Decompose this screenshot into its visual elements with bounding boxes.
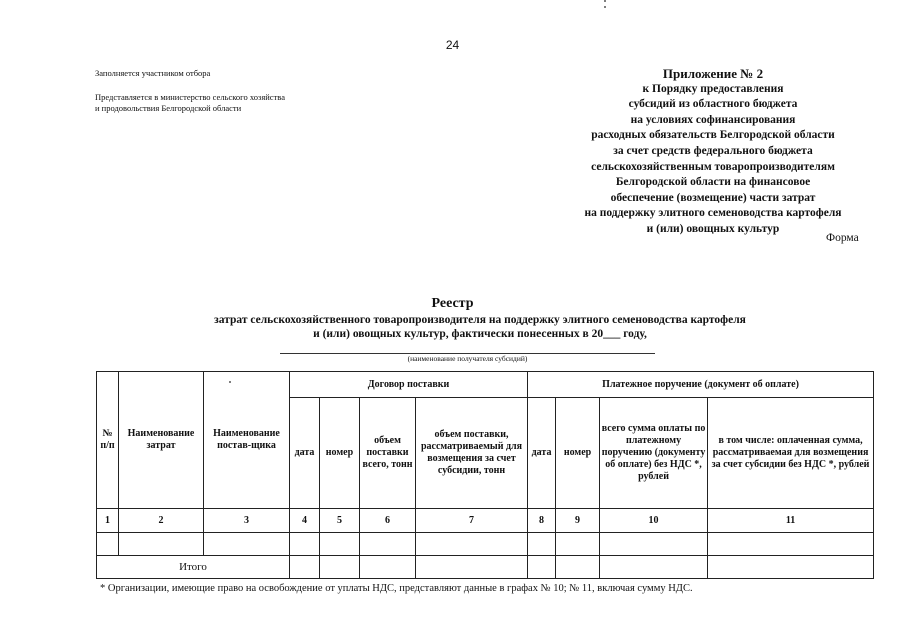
col-header-pay-total: всего сумма оплаты по платежному поручению (документу об оплате) без НДС *, рублей [600, 398, 708, 509]
appendix-line: расходных обязательств Белгородской области [591, 129, 835, 142]
column-number: 10 [600, 509, 708, 533]
total-cell[interactable] [416, 556, 528, 579]
appendix-line: обеспечение (возмещение) части затрат [610, 191, 816, 204]
column-number: 7 [416, 509, 528, 533]
appendix-header [548, 66, 878, 238]
column-number: 4 [290, 509, 320, 533]
column-number: 2 [119, 509, 204, 533]
table-cell[interactable] [556, 533, 600, 556]
total-row [97, 556, 874, 579]
register-table [96, 371, 874, 579]
group-header-contract: Договор поставки [290, 372, 528, 398]
vat-footnote: * Организации, имеющие право на освобождение от уплаты НДС, представляют данные в графах № 10; № 11, включая сумму НДС. [100, 583, 693, 594]
table-cell[interactable] [204, 533, 290, 556]
scan-speck [604, 0, 606, 2]
total-label: Итого [97, 556, 290, 579]
submitted-to-note-line1: Представляется в министерство сельского хозяйства [95, 92, 285, 102]
total-cell[interactable] [320, 556, 360, 579]
column-number: 11 [708, 509, 874, 533]
form-label: Форма [826, 232, 859, 244]
group-header-payment: Платежное поручение (документ об оплате) [528, 372, 874, 398]
column-number: 5 [320, 509, 360, 533]
appendix-line: Белгородской области на финансовое [615, 176, 811, 189]
table-cell[interactable] [360, 533, 416, 556]
appendix-line: к Порядку предоставления [642, 82, 784, 95]
total-cell[interactable] [360, 556, 416, 579]
column-number: 8 [528, 509, 556, 533]
total-cell[interactable] [708, 556, 874, 579]
column-number: 3 [204, 509, 290, 533]
col-header-num: № п/п [97, 372, 119, 509]
column-number-row [97, 509, 874, 533]
page-number: 24 [445, 38, 460, 52]
scan-speck [604, 6, 606, 8]
submitted-to-note-line2: и продовольствия Белгородской области [95, 103, 242, 113]
appendix-line: и (или) овощных культур [646, 222, 780, 235]
table-cell[interactable] [320, 533, 360, 556]
appendix-line: сельскохозяйственным товаропроизводителям [591, 160, 835, 173]
column-number: 6 [360, 509, 416, 533]
col-header-cost-name: Наименование затрат [119, 372, 204, 509]
table-cell[interactable] [97, 533, 119, 556]
total-cell[interactable] [600, 556, 708, 579]
table-cell[interactable] [600, 533, 708, 556]
column-number: 9 [556, 509, 600, 533]
total-cell[interactable] [290, 556, 320, 579]
register-subtitle [160, 313, 800, 341]
col-header-number: номер [320, 398, 360, 509]
appendix-line: за счет средств федерального бюджета [613, 144, 813, 157]
col-header-volume-total: объем поставки всего, тонн [360, 398, 416, 509]
register-subtitle-line1: затрат сельскохозяйственного товаропроизводителя на поддержку элитного семеноводства картофеля [214, 314, 746, 326]
recipient-caption: (наименование получателя субсидий) [407, 354, 528, 363]
table-cell[interactable] [290, 533, 320, 556]
register-title: Реестр [431, 296, 474, 311]
total-cell[interactable] [528, 556, 556, 579]
table-row [97, 533, 874, 556]
table-cell[interactable] [528, 533, 556, 556]
table-cell[interactable] [416, 533, 528, 556]
filled-by-note: Заполняется участником отбора [95, 68, 211, 78]
column-number: 1 [97, 509, 119, 533]
table-cell[interactable] [708, 533, 874, 556]
col-header-pay-number: номер [556, 398, 600, 509]
appendix-line: на поддержку элитного семеноводства картофеля [584, 207, 842, 220]
table-header-row-groups [97, 372, 874, 398]
table-cell[interactable] [119, 533, 204, 556]
col-header-pay-date: дата [528, 398, 556, 509]
col-header-pay-subsidy: в том числе: оплаченная сумма, рассматриваемая для возмещения за счет субсидии без НДС *, рублей [708, 398, 874, 509]
col-header-supplier: Наименование постав-щика [204, 372, 290, 509]
total-cell[interactable] [556, 556, 600, 579]
appendix-line: субсидий из областного бюджета [628, 98, 798, 111]
appendix-line: Приложение № 2 [662, 66, 764, 81]
appendix-line: на условиях софинансирования [630, 113, 796, 126]
col-header-volume-subsidy: объем поставки, рассматриваемый для возмещения за счет субсидии, тонн [416, 398, 528, 509]
col-header-date: дата [290, 398, 320, 509]
register-subtitle-line2: и (или) овощных культур, фактически понесенных в 20___ году, [313, 328, 647, 340]
